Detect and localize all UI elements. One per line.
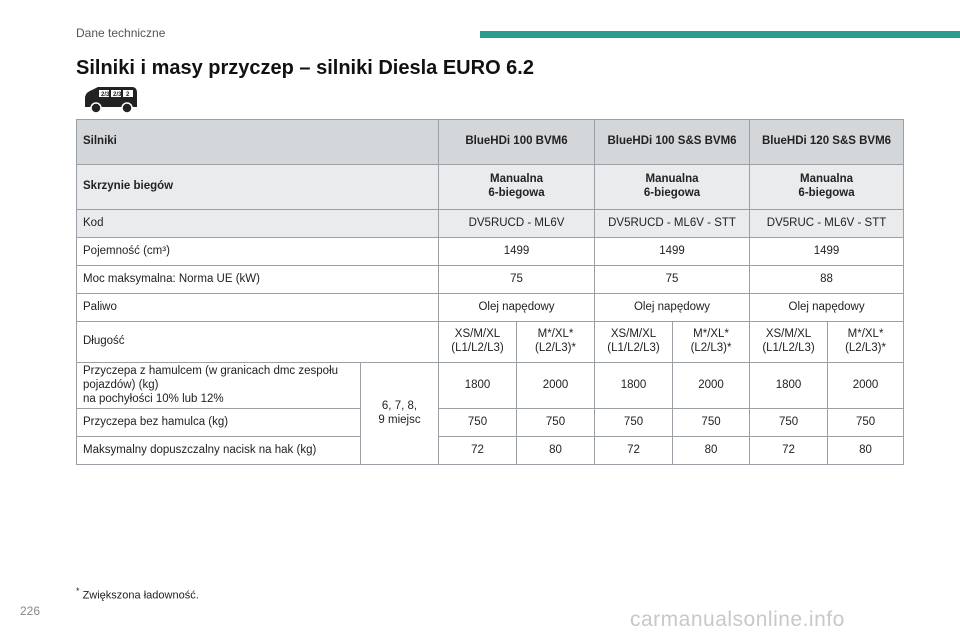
footnote-mark: *	[76, 586, 80, 596]
engine-spec-table	[76, 119, 904, 465]
unbraked-trailer-cell: 750	[595, 409, 673, 437]
braked-trailer-cell: 2000	[673, 363, 750, 409]
footnote	[76, 586, 199, 602]
engine-header: BlueHDi 100 BVM6	[439, 120, 595, 165]
row-label: Paliwo	[77, 294, 439, 322]
length-cell: XS/M/XL (L1/L2/L3)	[750, 322, 828, 363]
fuel-cell: Olej napędowy	[595, 294, 750, 322]
row-label: Maksymalny dopuszczalny nacisk na hak (kg)	[77, 437, 361, 465]
table-row	[77, 210, 904, 238]
table-row	[77, 294, 904, 322]
seat-label: 2/3	[113, 92, 122, 98]
engine-header: BlueHDi 100 S&S BVM6	[595, 120, 750, 165]
gearbox-cell: Manualna 6-biegowa	[439, 165, 595, 210]
braked-trailer-cell: 1800	[750, 363, 828, 409]
engine-header: BlueHDi 120 S&S BVM6	[750, 120, 904, 165]
braked-trailer-cell: 2000	[828, 363, 904, 409]
nose-weight-cell: 80	[828, 437, 904, 465]
power-cell: 75	[439, 266, 595, 294]
row-label: Moc maksymalna: Norma UE (kW)	[77, 266, 439, 294]
table-row	[77, 363, 904, 409]
unbraked-trailer-cell: 750	[750, 409, 828, 437]
nose-weight-cell: 80	[673, 437, 750, 465]
length-cell: XS/M/XL (L1/L2/L3)	[439, 322, 517, 363]
capacity-cell: 1499	[595, 238, 750, 266]
table-row	[77, 437, 904, 465]
table-row	[77, 165, 904, 210]
length-cell: XS/M/XL (L1/L2/L3)	[595, 322, 673, 363]
footnote-text: Zwiększona ładowność.	[82, 589, 199, 602]
power-cell: 75	[595, 266, 750, 294]
table-row	[77, 409, 904, 437]
braked-trailer-cell: 1800	[439, 363, 517, 409]
table-row	[77, 266, 904, 294]
row-label: Skrzynie biegów	[77, 165, 439, 210]
code-cell: DV5RUCD - ML6V	[439, 210, 595, 238]
unbraked-trailer-cell: 750	[439, 409, 517, 437]
length-cell: M*/XL* (L2/L3)*	[828, 322, 904, 363]
code-cell: DV5RUCD - ML6V - STT	[595, 210, 750, 238]
length-cell: M*/XL* (L2/L3)*	[673, 322, 750, 363]
capacity-cell: 1499	[750, 238, 904, 266]
unbraked-trailer-cell: 750	[673, 409, 750, 437]
header-label: Silniki	[77, 120, 439, 165]
gearbox-cell: Manualna 6-biegowa	[750, 165, 904, 210]
seat-label: 2	[126, 92, 130, 98]
nose-weight-cell: 72	[439, 437, 517, 465]
seats-cell: 6, 7, 8, 9 miejsc	[361, 363, 439, 465]
code-cell: DV5RUC - ML6V - STT	[750, 210, 904, 238]
section-label: Dane techniczne	[76, 26, 166, 40]
row-label: Pojemność (cm³)	[77, 238, 439, 266]
page-title: Silniki i masy przyczep – silniki Diesla EURO 6.2	[76, 57, 534, 79]
row-label: Przyczepa bez hamulca (kg)	[77, 409, 361, 437]
seat-label: 2/3	[101, 92, 110, 98]
page-number: 226	[20, 604, 41, 618]
capacity-cell: 1499	[439, 238, 595, 266]
braked-trailer-cell: 1800	[595, 363, 673, 409]
braked-trailer-cell: 2000	[517, 363, 595, 409]
nose-weight-cell: 72	[750, 437, 828, 465]
row-label: Kod	[77, 210, 439, 238]
watermark: carmanualsonline.info	[630, 608, 845, 631]
unbraked-trailer-cell: 750	[828, 409, 904, 437]
length-cell: M*/XL* (L2/L3)*	[517, 322, 595, 363]
row-label: Przyczepa z hamulcem (w granicach dmc zespołu pojazdów) (kg) na pochyłości 10% lub 12%	[77, 363, 361, 409]
fuel-cell: Olej napędowy	[439, 294, 595, 322]
table-row	[77, 120, 904, 165]
power-cell: 88	[750, 266, 904, 294]
header-accent-bar	[480, 31, 960, 38]
row-label: Długość	[77, 322, 439, 363]
table-row	[77, 238, 904, 266]
table-row	[77, 322, 904, 363]
van-icon	[82, 84, 140, 114]
gearbox-cell: Manualna 6-biegowa	[595, 165, 750, 210]
fuel-cell: Olej napędowy	[750, 294, 904, 322]
nose-weight-cell: 80	[517, 437, 595, 465]
nose-weight-cell: 72	[595, 437, 673, 465]
unbraked-trailer-cell: 750	[517, 409, 595, 437]
